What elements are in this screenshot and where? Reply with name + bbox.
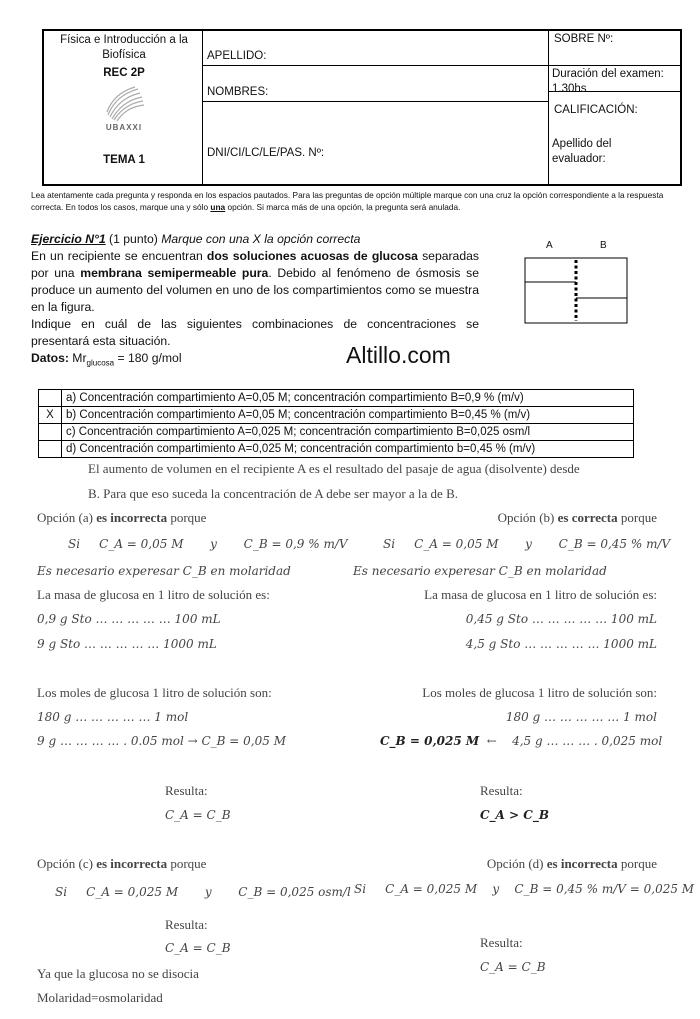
option-a-m2: 9 g Sto … … … … … 1000 mL [37,637,217,651]
option-c-note-1: Ya que la glucosa no se disocia [37,966,199,981]
duracion: Duración del examen: 1.30hs [552,68,664,95]
exercise-title: Ejercicio N°1 [31,232,106,246]
option-a-note: Es necesario experesar C_B en molaridad [37,564,291,578]
option-mark: X [39,407,62,424]
option-b-n2: C_B = 0,025 M ← 4,5 g … … … . 0,025 mol [380,734,663,748]
option-d-equation: Si C_A = 0,025 M y C_B = 0,45 % m/V = 0,025 M [354,882,695,896]
evaluador-field[interactable]: Apellido del evaluador: [552,138,612,165]
option-row[interactable] [39,390,634,407]
osmosis-figure [524,257,629,325]
option-mark [39,390,62,407]
option-row[interactable] [39,441,634,458]
option-text: a) Concentración compartimiento A=0,05 M; concentración compartimiento B=0,9 % (m/v) [62,390,634,407]
apellido-field[interactable]: APELLIDO: [207,50,267,62]
watermark: Altillo.com [346,342,451,368]
option-b-equation: Si C_A = 0,05 M y C_B = 0,45 % m/V [383,537,671,551]
dni-field[interactable]: DNI/CI/LC/LE/PAS. Nº: [207,147,325,159]
option-row[interactable] [39,424,634,441]
option-a-result-eq: C_A = C_B [165,808,231,822]
calificacion-field[interactable]: CALIFICACIÓN: [554,104,638,116]
option-mark [39,441,62,458]
option-b-note: Es necesario experesar C_B en molaridad [353,564,607,578]
instructions: Lea atentamente cada pregunta y responda en los espacios pautados. Para las preguntas de opción múltiple marque con una cruz la opción correspondiente a la respuesta correcta. En todos los casos, marque una y sólo una opción. Si marca más de una opción, la pregunta será anulada. [31,190,664,212]
option-mark [39,424,62,441]
option-a-n2: 9 g … … … … . 0.05 mol → C_B = 0,05 M [37,734,286,748]
answer-line-1: El aumento de volumen en el recipiente A es el resultado del pasaje de agua (disolvente) desde [88,461,580,476]
option-b-n1: 180 g … … … … … 1 mol [505,710,657,724]
tema: TEMA 1 [103,154,145,166]
option-c-resulta: Resulta: [165,917,208,932]
option-a-masa: La masa de glucosa en 1 litro de solución es: [37,587,270,602]
figure-label-a: A [546,240,553,251]
option-d-title: Opción (d) es incorrecta porque [486,856,657,871]
exercise-statement: Ejercicio N°1 (1 punto) Marque con una X la opción correcta En un recipiente se encuentran dos soluciones acuosas de glucosa separadas por una membrana semipermeable pura. Debido al fenómeno de ósmosis se produce un aumento del volumen en uno de los compartimientos como se muestra en la figura. Indique en cuál de las siguientes combinaciones de concentraciones se presentará esta situación. Datos: $Mr_{glucosa} = 180$ g/mol [31,232,479,368]
option-b-masa: La masa de glucosa en 1 litro de solución es: [424,587,657,602]
sobre-field[interactable]: SOBRE Nº: [554,33,614,45]
answer-line-2: B. Para que eso suceda la concentración de A debe ser mayor a la de B. [88,486,458,501]
option-b-m1: 0,45 g Sto … … … … … 100 mL [465,612,657,626]
option-text: d) Concentración compartimiento A=0,025 M; concentración compartimiento b=0,45 % (m/v) [62,441,634,458]
option-b-m2: 4,5 g Sto … … … … … 1000 mL [465,637,657,651]
option-row[interactable] [39,407,634,424]
option-a-m1: 0,9 g Sto … … … … … 100 mL [37,612,221,626]
option-text: b) Concentración compartimiento A=0,05 M; concentración compartimiento B=0,45 % (m/v) [62,407,634,424]
figure-label-b: B [600,240,607,251]
option-c-title: Opción (c) es incorrecta porque [37,856,207,871]
option-d-result-eq: C_A = C_B [480,960,546,974]
option-a-title: Opción (a) es incorrecta porque [37,510,207,525]
logo-text: UBAXXI [105,123,143,132]
course-name: Física e Introducción a la Biofísica [60,34,188,61]
option-a-moles: Los moles de glucosa 1 litro de solución son: [37,685,272,700]
option-b-title: Opción (b) es correcta porque [497,510,657,525]
uba-logo [102,85,146,123]
option-b-moles: Los moles de glucosa 1 litro de solución son: [422,685,657,700]
header-table [42,29,682,186]
option-b-result-eq: C_A > C_B [480,808,549,822]
option-c-note-2: Molaridad=osmolaridad [37,990,163,1005]
option-a-n1: 180 g … … … … … 1 mol [37,710,189,724]
option-d-resulta: Resulta: [480,935,523,950]
option-a-equation: Si C_A = 0,05 M y C_B = 0,9 % m/V [68,537,348,551]
option-a-resulta: Resulta: [165,783,208,798]
exam-name: REC 2P [103,67,145,79]
nombres-field[interactable]: NOMBRES: [207,86,269,98]
options-table [38,389,634,458]
option-b-resulta: Resulta: [480,783,523,798]
option-text: c) Concentración compartimiento A=0,025 M; concentración compartimiento B=0,025 osm/l [62,424,634,441]
option-c-equation: Si C_A = 0,025 M y C_B = 0,025 osm/l [55,885,351,899]
option-c-result-eq: C_A = C_B [165,941,231,955]
